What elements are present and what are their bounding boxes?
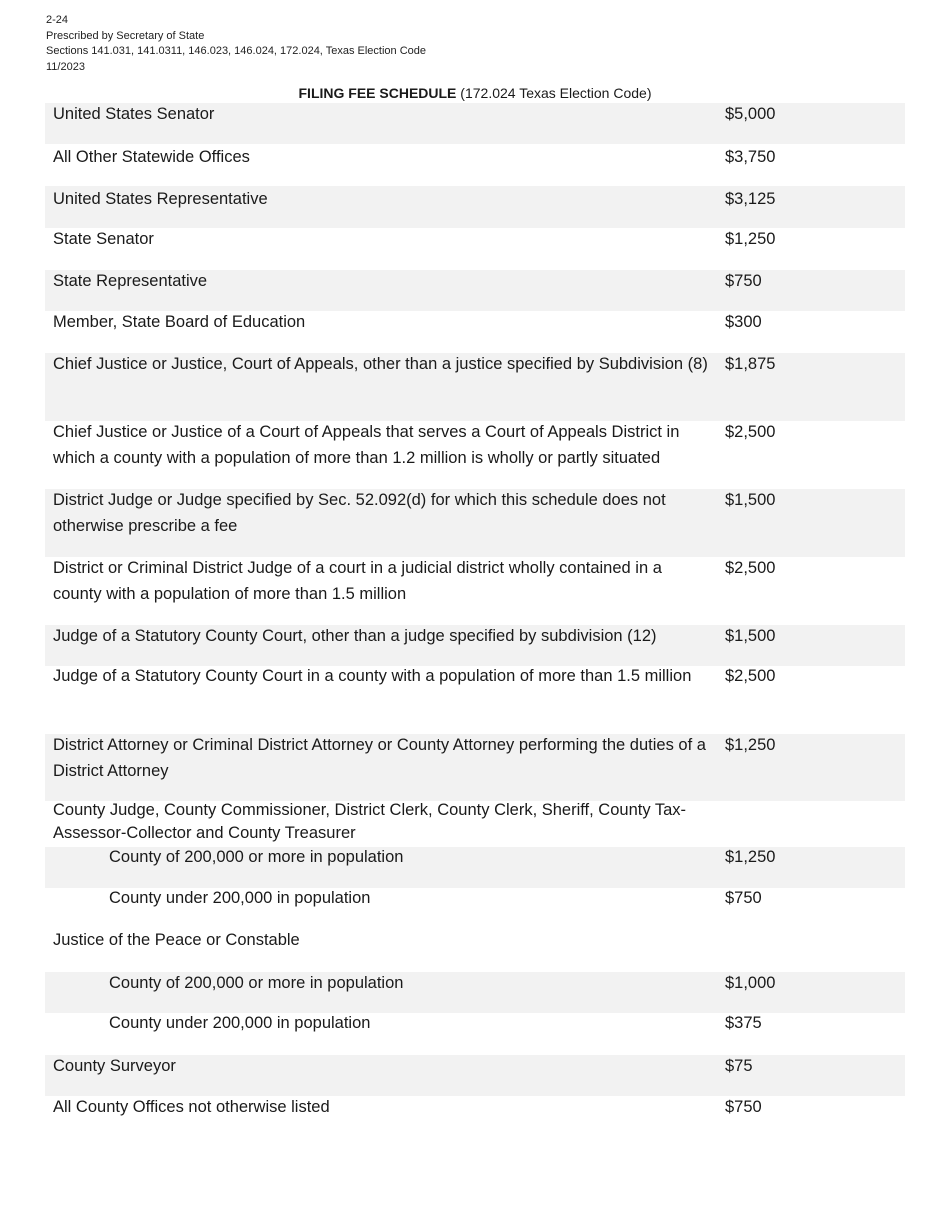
office-name: County under 200,000 in population [109,889,371,907]
filing-fee: $3,750 [725,148,776,166]
office-name: State Representative [53,272,208,290]
office-name: Justice of the Peace or Constable [53,931,300,949]
filing-fee: $375 [725,1014,762,1032]
table-row [45,625,905,666]
table-row [45,311,905,353]
table-row [45,1013,905,1055]
office-name: State Senator [53,230,154,248]
office-name: United States Senator [53,105,215,123]
title-bold: FILING FEE SCHEDULE [298,85,457,101]
table-row [45,353,905,421]
table-row [45,972,905,1013]
title-citation: (172.024 Texas Election Code) [456,85,652,101]
table-row [45,557,905,625]
form-date: 11/2023 [46,60,85,73]
table-row [45,1055,905,1096]
table-row [45,847,905,888]
office-name: County Judge, County Commissioner, District Clerk, County Clerk, Sheriff, County Tax-Assessor-Collector and County Treasurer [53,801,687,842]
office-name: County under 200,000 in population [109,1014,371,1032]
table-row [45,801,905,847]
form-header [46,13,426,75]
form-number: 2-24 [46,14,69,26]
filing-fee: $1,250 [725,848,776,866]
fee-schedule-table [45,103,905,1138]
table-row [45,144,905,186]
office-name: Chief Justice or Justice of a Court of Appeals that serves a Court of Appeals District in which a county with a population of more than 1.2 million is wholly or partly situated [53,423,680,467]
table-row [45,930,905,972]
table-row [45,186,905,228]
office-name: Chief Justice or Justice, Court of Appeals, other than a justice specified by Subdivision (8) [53,355,708,373]
office-name: District Judge or Judge specified by Sec. 52.092(d) for which this schedule does not otherwise prescribe a fee [53,491,666,535]
filing-fee: $75 [725,1057,753,1075]
office-name: Judge of a Statutory County Court, other than a judge specified by subdivision (12) [53,627,657,645]
office-name: District or Criminal District Judge of a court in a judicial district wholly contained in a county with a population of more than 1.5 million [53,559,662,603]
filing-fee: $2,500 [725,667,776,685]
filing-fee: $1,875 [725,355,776,373]
filing-fee: $1,000 [725,974,776,992]
office-name: United States Representative [53,190,268,208]
filing-fee: $2,500 [725,559,776,577]
page-title [0,84,950,102]
table-row [45,734,905,801]
office-name: Member, State Board of Education [53,313,306,331]
table-row [45,666,905,734]
office-name: Judge of a Statutory County Court in a county with a population of more than 1.5 million [53,667,692,685]
filing-fee: $2,500 [725,423,776,441]
office-name: County of 200,000 or more in population [109,974,404,992]
filing-fee: $300 [725,313,762,331]
filing-fee: $5,000 [725,105,776,123]
office-name: All Other Statewide Offices [53,148,250,166]
office-name: County of 200,000 or more in population [109,848,404,866]
office-name: District Attorney or Criminal District Attorney or County Attorney performing the duties of a District Attorney [53,736,706,780]
table-row [45,1096,905,1138]
filing-fee: $1,500 [725,627,776,645]
filing-fee: $1,250 [725,230,776,248]
filing-fee: $750 [725,889,762,907]
table-row [45,489,905,557]
office-name: All County Offices not otherwise listed [53,1098,330,1116]
table-row [45,421,905,489]
filing-fee: $750 [725,272,762,290]
filing-fee: $750 [725,1098,762,1116]
filing-fee: $1,500 [725,491,776,509]
table-row [45,270,905,311]
table-row [45,228,905,270]
filing-fee: $1,250 [725,736,776,754]
table-row [45,103,905,144]
prescribed-by: Prescribed by Secretary of State [46,29,205,42]
filing-fee: $3,125 [725,190,776,208]
table-row [45,888,905,930]
office-name: County Surveyor [53,1057,176,1075]
statute-sections: Sections 141.031, 141.0311, 146.023, 146.024, 172.024, Texas Election Code [46,45,426,57]
